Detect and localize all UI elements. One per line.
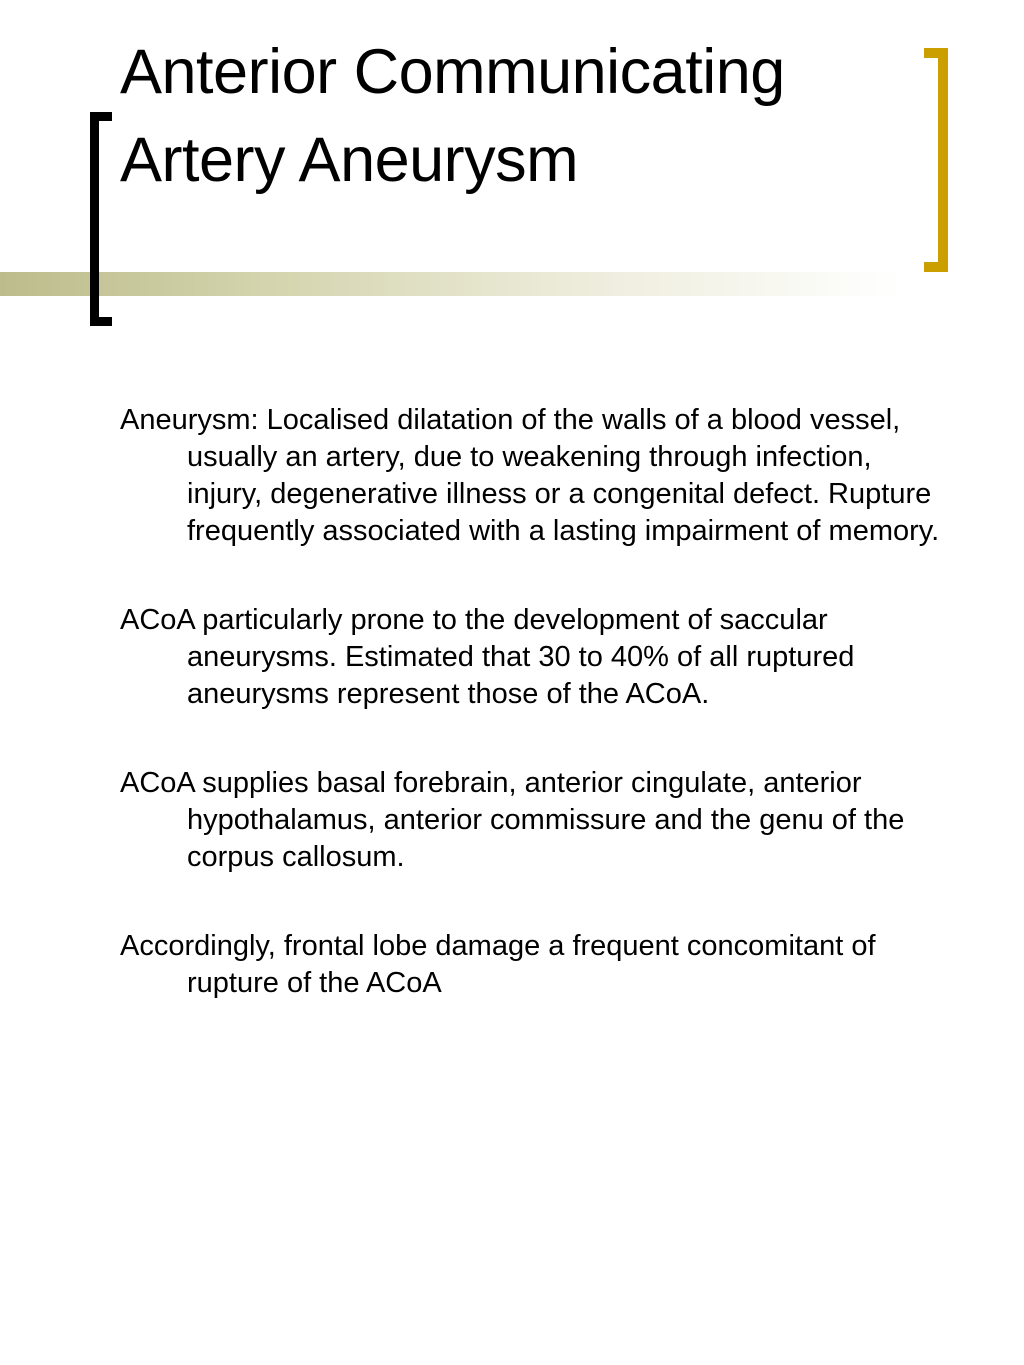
bullet-aneurysm-definition: Aneurysm: Localised dilatation of the walls of a blood vessel, usually an artery, due to weakening through infection, injury, degenerative illness or a congenital defect. Rupture frequently associated with a lasting impairment of memory. [120, 404, 940, 547]
bullet-frontal-lobe-damage: Accordingly, frontal lobe damage a frequent concomitant of rupture of the ACoA [120, 930, 876, 999]
bullet-acoa-prone: ACoA particularly prone to the development of saccular aneurysms. Estimated that 30 to 40% of all ruptured aneurysms represent those of the ACoA. [120, 604, 855, 710]
slide-body [120, 402, 940, 1054]
right-bracket-decoration [924, 48, 948, 272]
slide-title: Anterior Communicating Artery Aneurysm [120, 37, 785, 195]
left-bracket-decoration [90, 112, 112, 326]
title-underline-gradient-bar [0, 272, 1024, 296]
bullet-acoa-supplies: ACoA supplies basal forebrain, anterior cingulate, anterior hypothalamus, anterior commissure and the genu of the corpus callosum. [120, 767, 905, 873]
